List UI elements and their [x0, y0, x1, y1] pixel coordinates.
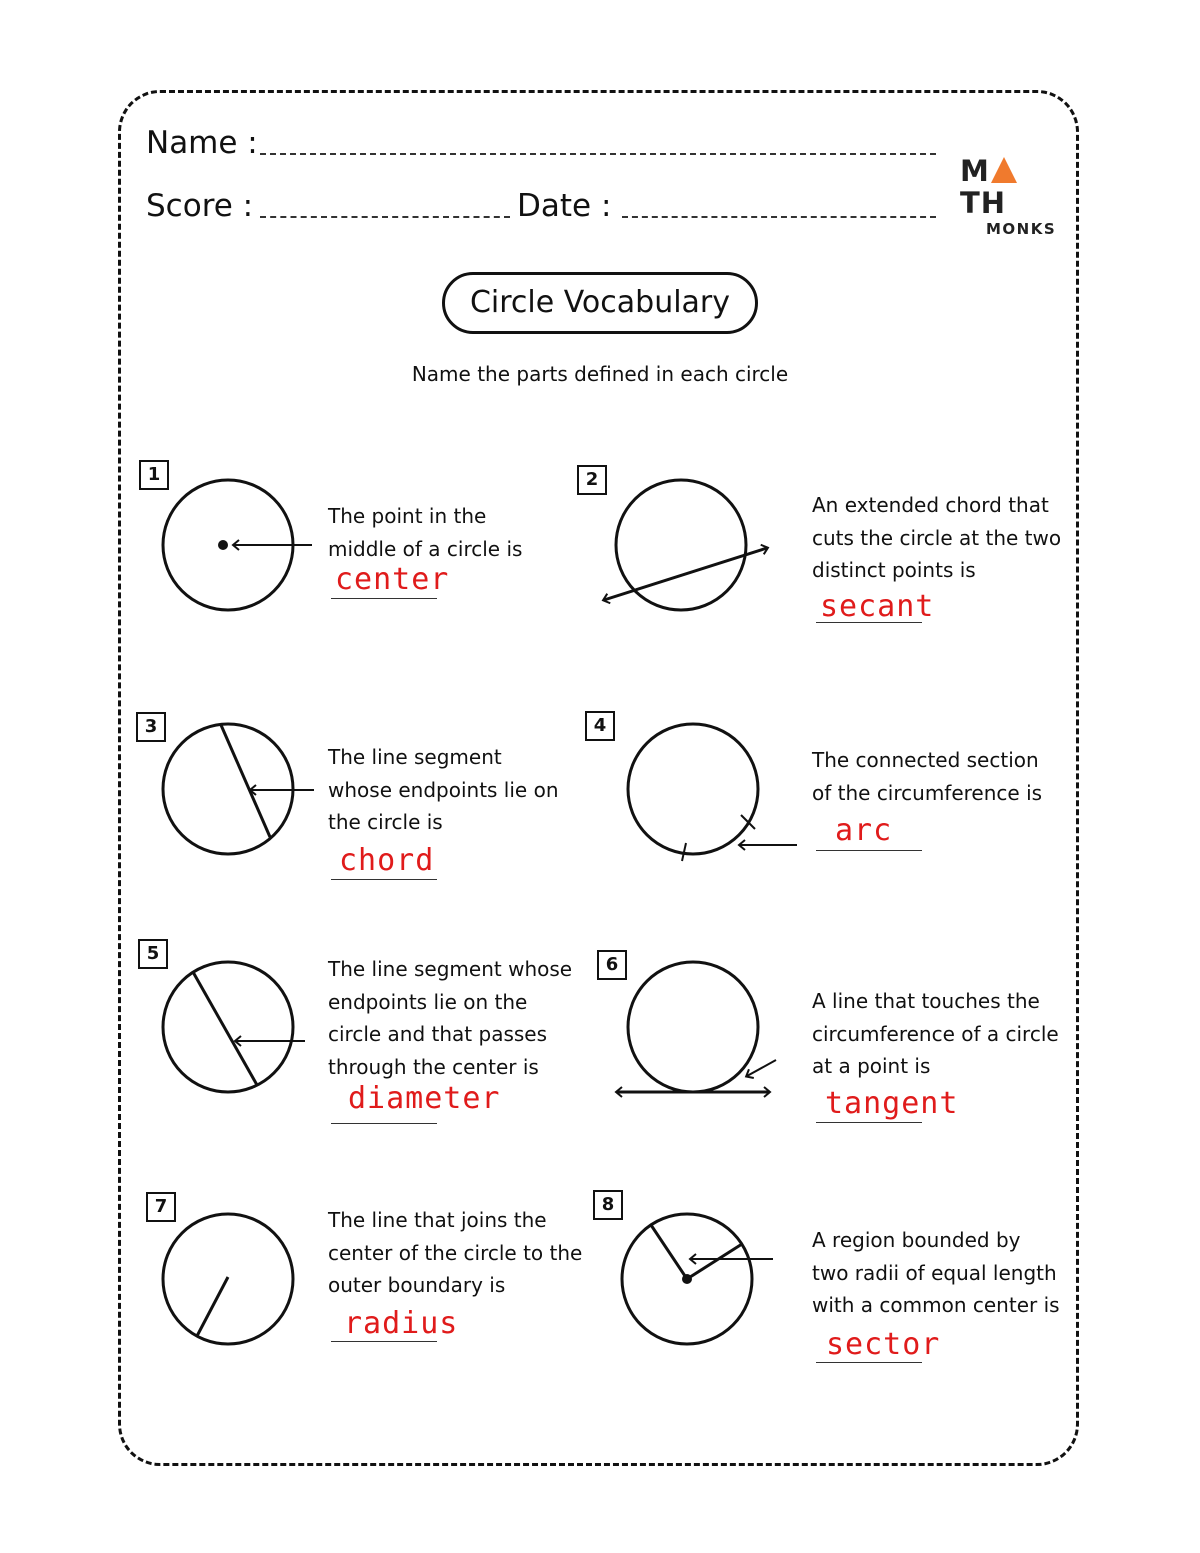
- diagram-sector: [622, 1214, 773, 1344]
- answer-text[interactable]: diameter: [348, 1081, 501, 1116]
- question-number: 6: [597, 950, 627, 980]
- question-definition: The connected section of the circumference is: [812, 748, 1043, 805]
- sector-center-point: [682, 1274, 692, 1284]
- question-definition: The line segment whose endpoints lie on the circle and that passes through the center is: [328, 957, 573, 1079]
- answer-text[interactable]: secant: [820, 589, 935, 624]
- question-definition: The point in the middle of a circle is: [328, 504, 523, 561]
- center-point: [218, 540, 228, 550]
- answer-text[interactable]: center: [335, 562, 450, 597]
- question-number: 7: [146, 1192, 176, 1222]
- name-label: Name :: [146, 125, 258, 161]
- question-definition: The line segment whose endpoints lie on the circle is: [328, 745, 559, 834]
- diagram-chord: [163, 724, 314, 854]
- diagram-tangent: [617, 962, 776, 1092]
- diagram-radius: [163, 1214, 293, 1344]
- logo-subtext: MONKS: [986, 220, 1057, 238]
- answer-text[interactable]: radius: [344, 1306, 459, 1341]
- logo-text-left: M: [960, 154, 990, 188]
- question-definition: A line that touches the circumference of a circle at a point is: [812, 989, 1059, 1078]
- question-definition: The line that joins the center of the circle to the outer boundary is: [328, 1208, 583, 1297]
- question-number: 1: [139, 460, 169, 490]
- diagram-diameter: [163, 962, 305, 1092]
- answer-text[interactable]: sector: [826, 1327, 941, 1362]
- answer-text[interactable]: chord: [339, 843, 435, 878]
- question-definition: A region bounded by two radii of equal length with a common center is: [812, 1228, 1060, 1317]
- instructions: Name the parts defined in each circle: [411, 362, 789, 386]
- question-number: 8: [593, 1190, 623, 1220]
- logo-text-right: TH: [960, 186, 1007, 220]
- question-number: 3: [136, 712, 166, 742]
- diagram-center: [163, 480, 312, 610]
- diagram-arc: [628, 724, 797, 861]
- question-number: 2: [577, 465, 607, 495]
- worksheet-title: Circle Vocabulary: [442, 272, 758, 334]
- question-number: 4: [585, 711, 615, 741]
- answer-text[interactable]: arc: [835, 813, 893, 848]
- question-number: 5: [138, 939, 168, 969]
- date-label: Date :: [517, 188, 612, 224]
- score-label: Score :: [146, 188, 254, 224]
- answer-text[interactable]: tangent: [825, 1086, 959, 1121]
- question-definition: An extended chord that cuts the circle at the two distinct points is: [812, 493, 1062, 582]
- diagram-secant: [604, 480, 767, 610]
